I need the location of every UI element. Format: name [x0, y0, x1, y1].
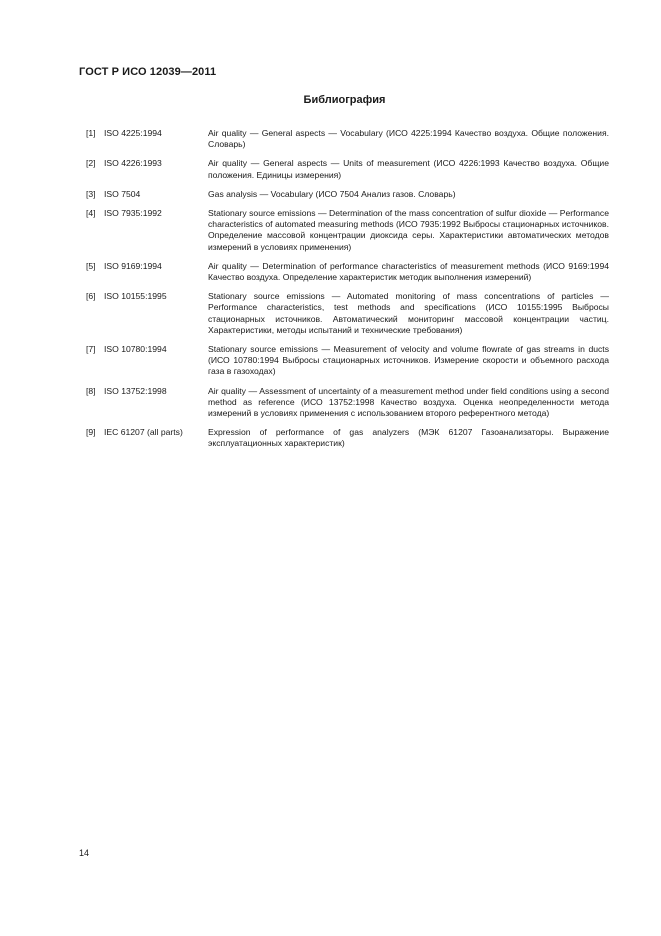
- section-title: [0, 94, 661, 106]
- bibliography-entry: [86, 189, 609, 200]
- entry-standard-code: ISO 13752:1998: [104, 385, 167, 396]
- entry-standard-code: ISO 4225:1994: [104, 128, 162, 138]
- entry-description: Air quality — General aspects — Units of measurement (ИСО 4226:1993 Качество воздуха. Общие положения. Единицы измерения): [208, 158, 609, 180]
- entry-description: Expression of performance of gas analyzers (МЭК 61207 Газоанализаторы. Выражение эксплуатационных характеристик): [208, 427, 609, 449]
- document-header: ГОСТ Р ИСО 12039—2011: [79, 66, 217, 78]
- entry-number: [6]: [86, 291, 96, 302]
- entry-standard-code: ISO 7935:1992: [104, 208, 162, 219]
- entry-description: Air quality — General aspects — Vocabulary (ИСО 4225:1994 Качество воздуха. Общие положения. Словарь): [208, 128, 609, 150]
- bibliography-entry: [86, 128, 609, 150]
- bibliography-entry: [86, 261, 609, 283]
- bibliography-entry: [86, 208, 609, 253]
- entry-number: [9]: [86, 427, 96, 438]
- bibliography-entry: [86, 386, 609, 420]
- entry-standard-code: IEC 61207 (all parts): [104, 427, 183, 438]
- entry-standard-code: ISO 10155:1995: [104, 291, 167, 302]
- section-title-text: Библиография: [303, 94, 386, 106]
- entry-number: [7]: [86, 344, 96, 355]
- entry-standard-code: ISO 7504: [104, 188, 141, 199]
- entry-description: Gas analysis — Vocabulary (ИСО 7504 Анализ газов. Словарь): [208, 188, 456, 199]
- bibliography-entry: [86, 158, 609, 180]
- entry-number: [5]: [86, 260, 96, 271]
- entry-standard-code: ISO 4226:1993: [104, 158, 162, 169]
- entry-description: Stationary source emissions — Determination of the mass concentration of sulfur dioxide — Performance characteristics of automated measuring methods (ИСО 7935:1992 Выбросы стационарных источников. Определение массовой концентрации диоксида серы. Характеристики автоматических методов измерений в условиях применения): [208, 208, 609, 252]
- entry-description: Air quality — Determination of performance characteristics of measurement methods (ИСО 9169:1994 Качество воздуха. Определение характеристик методик выполнения измерений): [208, 260, 609, 283]
- entry-standard-code: ISO 9169:1994: [104, 260, 162, 271]
- entry-number: [8]: [86, 385, 96, 396]
- page-number: 14: [79, 848, 90, 858]
- entry-standard-code: ISO 10780:1994: [104, 344, 167, 355]
- bibliography-entry: [86, 427, 609, 449]
- bibliography-entry: [86, 291, 609, 336]
- entry-description: Stationary source emissions — Measurement of velocity and volume flowrate of gas streams in ducts (ИСО 10780:1994 Выбросы стационарных источников. Измерение скорости и объемного расхода газа в газоходах): [208, 344, 609, 377]
- entry-number: [2]: [86, 158, 96, 169]
- entry-number: [1]: [86, 128, 96, 138]
- entry-description: Air quality — Assessment of uncertainty of a measurement method under field conditions using a second method as reference (ИСО 13752:1998 Качество воздуха. Оценка неопределенности метода измерений в условиях применения с использованием второго референтного метода): [208, 385, 609, 419]
- entry-number: [3]: [86, 188, 96, 199]
- entry-description: Stationary source emissions — Automated monitoring of mass concentrations of particles — Performance characteristics, test methods and specifications (ИСО 10155:1995 Выбросы стационарных источников. Автоматический мониторинг массовой концентрации частиц. Характеристики, методы испытаний и технические требования): [208, 291, 609, 335]
- bibliography-entry: [86, 344, 609, 378]
- entry-number: [4]: [86, 208, 96, 219]
- bibliography-list: [86, 128, 609, 458]
